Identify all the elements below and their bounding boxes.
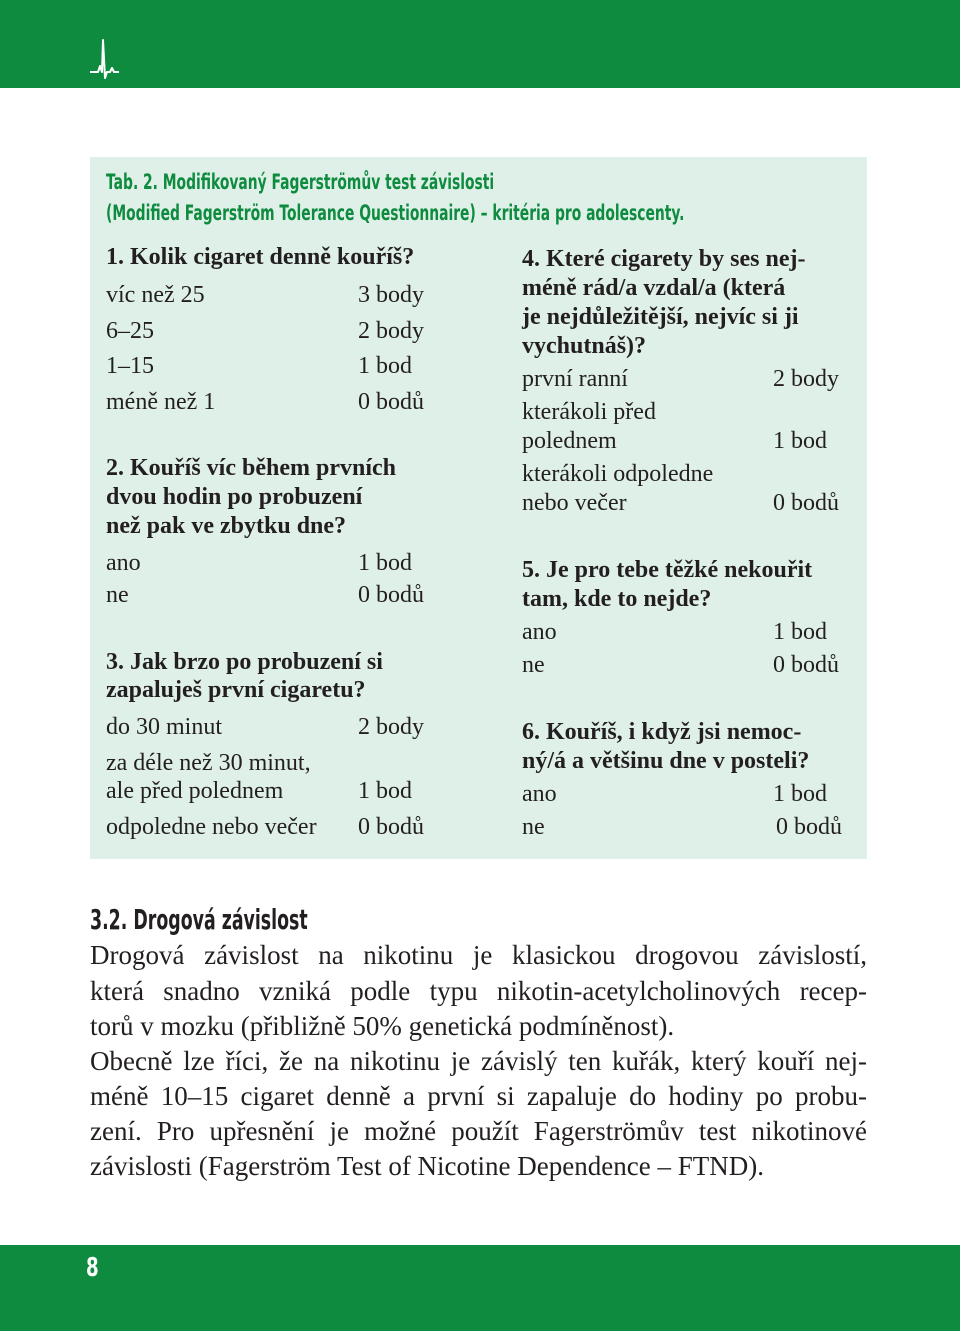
body-text-line: méně 10–15 cigaret denně a první si zapaluje do hodiny po probu-: [90, 1081, 867, 1111]
answer-points: 1 bod: [773, 428, 827, 454]
footer-bar: [0, 1245, 960, 1331]
answer-points: 1 bod: [773, 619, 827, 645]
question-4: vychutnáš)?: [522, 333, 647, 359]
table-subtitle: (Modified Fagerström Tolerance Questionnaire) – kritéria pro adolescenty.: [106, 201, 685, 225]
answer-points: 0 bodů: [358, 814, 424, 840]
answer-points: 0 bodů: [776, 814, 842, 840]
question-5: 5. Je pro tebe těžké nekouřit: [522, 557, 813, 583]
section-heading: 3.2. Drogová závislost: [90, 903, 308, 936]
question-2: dvou hodin po probuzení: [106, 484, 363, 510]
answer-label: ano: [106, 550, 141, 576]
answer-points: 1 bod: [358, 353, 412, 379]
body-text-line: Obecně lze říci, že na nikotinu je závislý ten kuřák, který kouří nej-: [90, 1046, 867, 1076]
question-5: tam, kde to nejde?: [522, 586, 712, 612]
body-text-line: torů v mozku (přibližně 50% genetická podmíněnost).: [90, 1011, 675, 1041]
answer-label: 6–25: [106, 318, 154, 344]
body-text-line: Drogová závislost na nikotinu je klasickou drogovou závislostí,: [90, 940, 867, 970]
answer-label: ano: [522, 619, 557, 645]
question-4: 4. Které cigarety by ses nej-: [522, 246, 806, 272]
answer-points: 1 bod: [773, 781, 827, 807]
answer-label: víc než 25: [106, 282, 205, 308]
answer-points: 1 bod: [358, 778, 412, 804]
question-3: 3. Jak brzo po probuzení si: [106, 649, 383, 675]
answer-label: méně než 1: [106, 389, 216, 415]
answer-points: 2 body: [773, 366, 839, 392]
answer-points: 2 body: [358, 318, 424, 344]
answer-label: ano: [522, 781, 557, 807]
answer-label: ne: [522, 814, 545, 840]
ecg-icon: [88, 38, 120, 80]
answer-label: ale před polednem: [106, 778, 284, 804]
question-6: ný/á a většinu dne v posteli?: [522, 748, 810, 774]
question-4: méně rád/a vzdal/a (která: [522, 275, 786, 301]
answer-points: 2 body: [358, 714, 424, 740]
body-text-line: zení. Pro upřesnění je možné použít Fagerströmův test nikotinové: [90, 1116, 867, 1146]
question-2: 2. Kouříš víc během prvních: [106, 455, 397, 481]
question-1: 1. Kolik cigaret denně kouříš?: [106, 244, 415, 270]
answer-label: 1–15: [106, 353, 154, 379]
question-3: zapaluješ první cigaretu?: [106, 677, 366, 703]
page-number: 8: [86, 1253, 99, 1283]
answer-points: 0 bodů: [773, 490, 839, 516]
answer-label: ne: [522, 652, 545, 678]
header-bar: [0, 0, 960, 88]
answer-points: 1 bod: [358, 550, 412, 576]
answer-label: první ranní: [522, 366, 628, 392]
body-text-line: která snadno vzniká podle typu nikotin-acetylcholinových recep-: [90, 976, 867, 1006]
answer-label: odpoledne nebo večer: [106, 814, 317, 840]
table-title: Tab. 2. Modifikovaný Fagerströmův test závislosti: [106, 170, 495, 194]
answer-label: kterákoli před: [522, 399, 656, 425]
answer-label: kterákoli odpoledne: [522, 461, 714, 487]
answer-label: za déle než 30 minut,: [106, 750, 311, 776]
answer-label: polednem: [522, 428, 617, 454]
answer-label: ne: [106, 582, 129, 608]
question-6: 6. Kouříš, i když jsi nemoc-: [522, 719, 802, 745]
body-text-line: závislosti (Fagerström Test of Nicotine Dependence – FTND).: [90, 1151, 764, 1181]
answer-points: 0 bodů: [773, 652, 839, 678]
answer-points: 0 bodů: [358, 389, 424, 415]
question-2: než pak ve zbytku dne?: [106, 513, 347, 539]
answer-points: 0 bodů: [358, 582, 424, 608]
question-4: je nejdůležitější, nejvíc si ji: [522, 304, 799, 330]
answer-points: 3 body: [358, 282, 424, 308]
answer-label: do 30 minut: [106, 714, 223, 740]
answer-label: nebo večer: [522, 490, 627, 516]
